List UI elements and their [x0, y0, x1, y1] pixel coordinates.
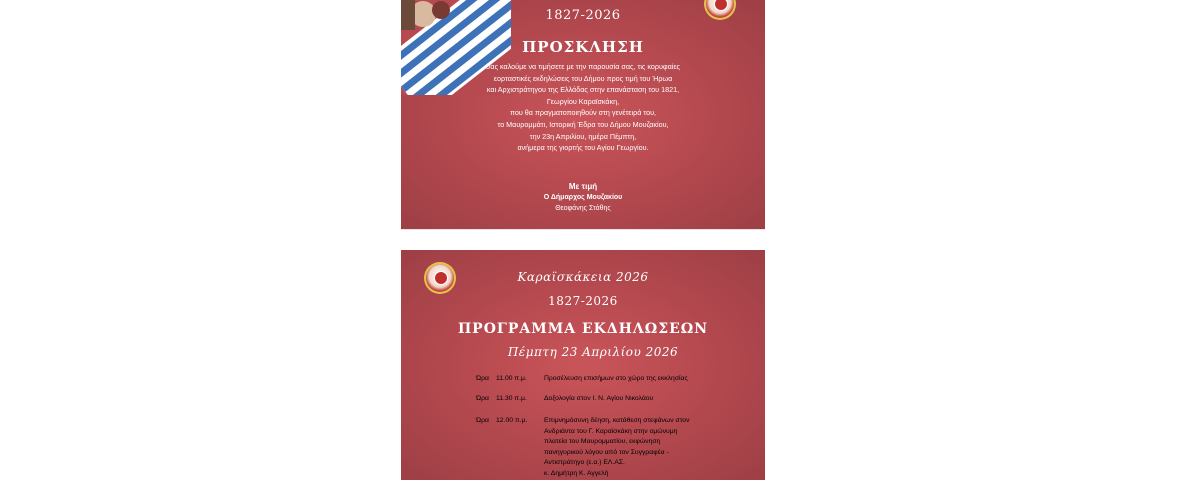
invitation-line: το Μαυρομμάτι, Ιστορική Έδρα του Δήμου Μουζακίου,: [497, 119, 669, 129]
signature-title: Ο Δήμαρχος Μουζακίου: [543, 194, 623, 201]
card-divider: [401, 229, 765, 230]
invitation-line: σας καλούμε να τιμήσετε με την παρουσία σας, τις κορυφαίες: [485, 62, 680, 71]
invitation-line: εορταστικές εκδηλώσεις του Δήμου προς τιμή του Ήρωα: [493, 73, 673, 83]
program-item-label: Ώρα: [476, 375, 489, 382]
invitation-card: [401, 0, 765, 229]
signature-name: Θεοφάνης Στάθης: [555, 205, 611, 212]
invitation-line: ανήμερα της γιορτής του Αγίου Γεωργίου.: [517, 143, 649, 153]
program-item-desc-line: πλατεία του Μαυρομματίου, εκφώνηση: [544, 438, 661, 446]
invitation-line: την 23η Απριλίου, ημέρα Πέμπτη,: [529, 131, 637, 141]
program-item-label: Ώρα: [476, 417, 489, 424]
program-item-desc-line: κ. Δημήτρη Κ. Αγγελή: [544, 469, 609, 477]
program-event-title: Καραϊσκάκεια 2026: [517, 270, 649, 284]
invitation-body: [401, 61, 765, 154]
invitation-line: Γεωργίου Καραϊσκάκη,: [546, 96, 620, 106]
invitation-years: 1827-2026: [545, 8, 621, 23]
program-years: 1827-2026: [548, 294, 618, 308]
signature-greeting: Με τιμή: [568, 182, 598, 191]
program-item-time: 12.00 π.μ.: [496, 417, 528, 424]
invitation-line: που θα πραγματοποιηθούν στη γενέτειρά του,: [509, 108, 657, 118]
program-item-desc: Προσέλευση επισήμων στο χώρο της εκκλησίας: [544, 375, 688, 382]
signature-block: [401, 181, 765, 214]
municipality-logo-icon: [424, 262, 456, 294]
program-date: Πέμπτη 23 Απριλίου 2026: [507, 345, 679, 359]
program-item-desc-line: Επιμνημόσυνη δέηση, κατάθεση στεφάνων στον: [544, 417, 690, 424]
program-item-label: Ώρα: [476, 395, 489, 402]
program-item-desc: Δοξολογία στον Ι. Ν. Αγίου Νικολάου: [544, 395, 654, 402]
program-item-time: 11.30 π.μ.: [496, 395, 527, 402]
invitation-heading: ΠΡΟΣΚΛΗΣΗ: [522, 38, 644, 56]
program-item-time: 11.00 π.μ.: [496, 375, 527, 382]
program-heading: ΠΡΟΓΡΑΜΜΑ ΕΚΔΗΛΩΣΕΩΝ: [457, 321, 709, 337]
program-item-desc-line: Ανδριάντα του Γ. Καραϊσκάκη στην ομώνυμη: [544, 427, 678, 435]
program-item-desc-line: Αντιστράτηγο (ε.α.) ΕΛ.ΑΣ.: [544, 459, 625, 467]
invitation-line: και Αρχιστράτηγου της Ελλάδας στην επανάσταση του 1821,: [486, 85, 680, 95]
program-item-desc: [544, 416, 712, 480]
program-item-desc-line: πανηγυρικού λόγου από τον Συγγραφέα -: [544, 448, 669, 456]
